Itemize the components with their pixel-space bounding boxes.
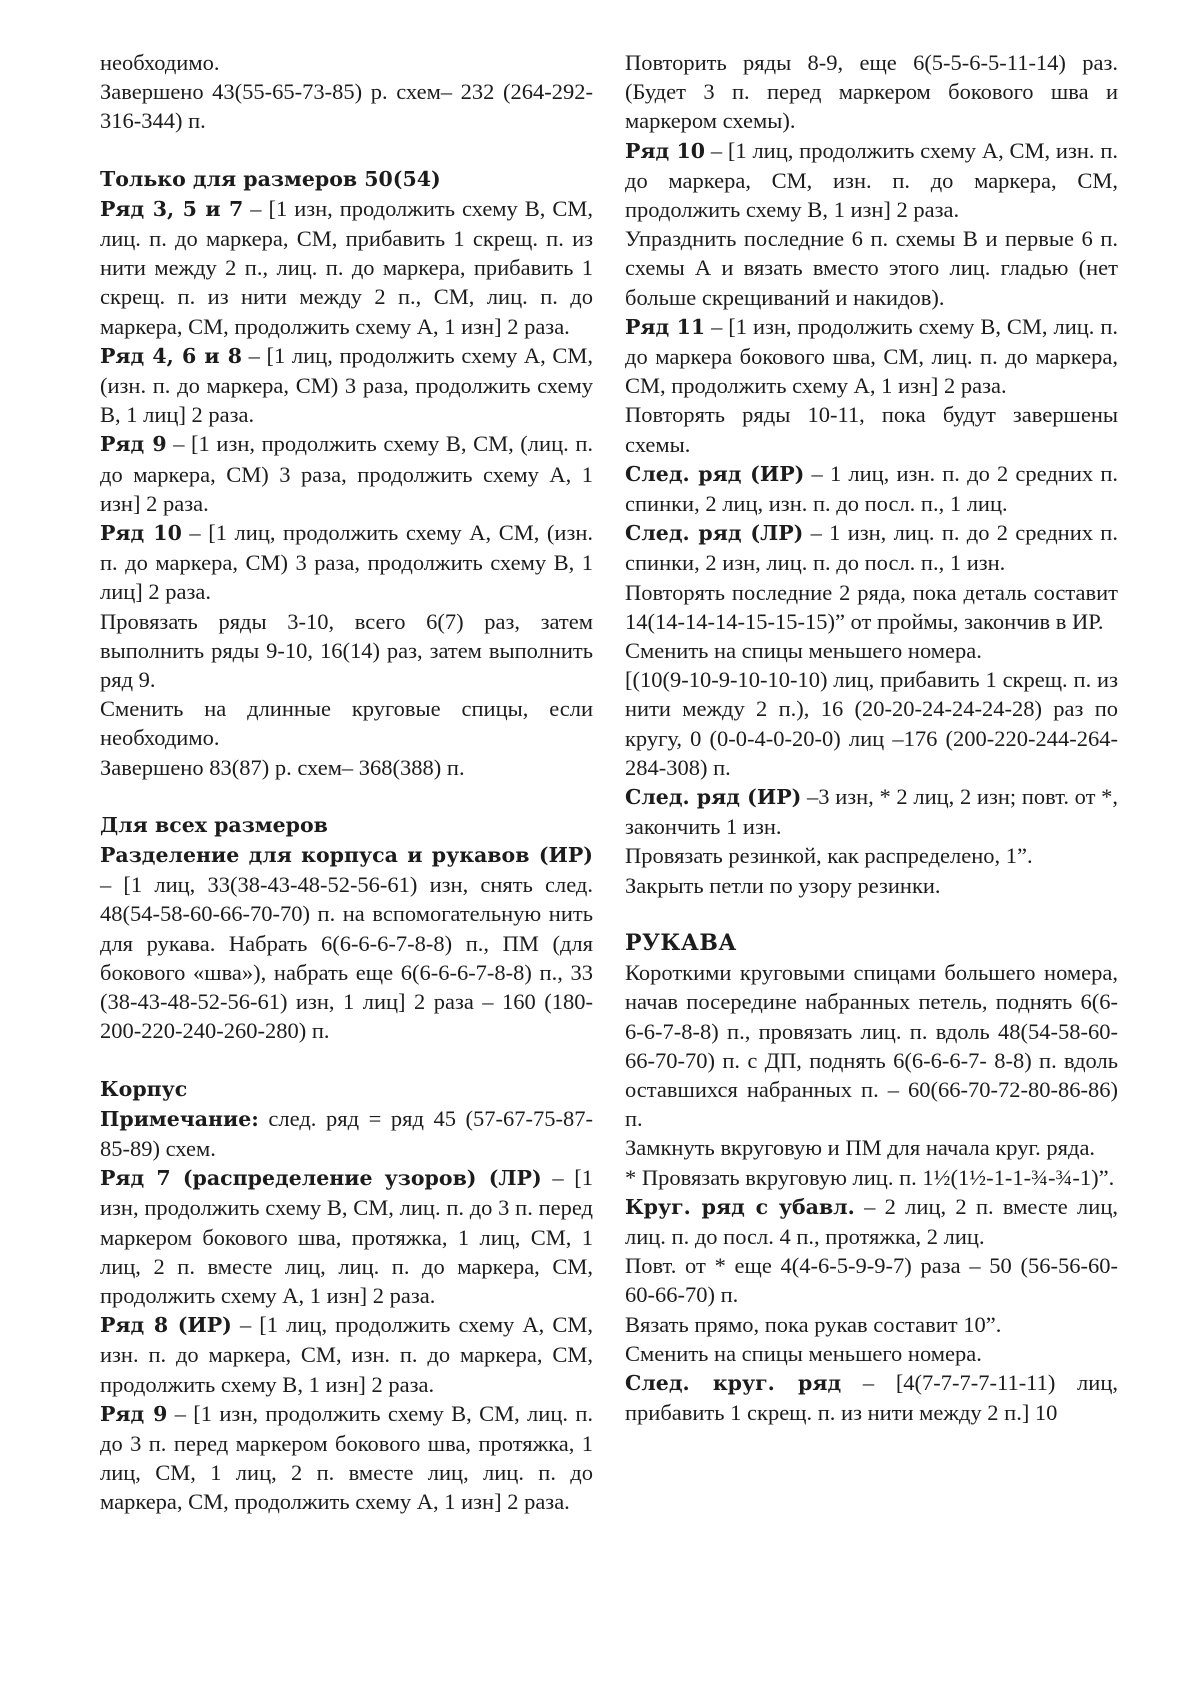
text-run: – [1 изн, продолжить схему В, СМ, лиц. п. до 3 п. перед маркером бокового шва, протяжка, 1 лиц, СМ, 1 лиц, 2 п. вместе лиц, лиц. п. до маркера, СМ, продолжить схему А, 1 изн] 2 раза. (100, 1400, 593, 1515)
paragraph (625, 400, 1118, 458)
text-run: Короткими круговыми спицами большего номера, начав посередине набранных петель, поднять 6(6-6-6-7-8-8) п., провязать лиц. п. вдоль 48(54-58-60-66-70-70) п. с ДП, поднять 6(6-6-6-7- 8-8) п. вдоль оставшихся набранных п. – 60(66-70-72-80-86-86) п. (625, 960, 1118, 1132)
bold-label: Круг. ряд с убавл. (625, 1194, 855, 1219)
text-run: Сменить на спицы меньшего номера. (625, 1340, 982, 1366)
paragraph (625, 1310, 1118, 1339)
paragraph (100, 1310, 593, 1399)
paragraph (625, 224, 1118, 312)
section-spacer (625, 900, 1118, 929)
bold-label: Ряд 9 (100, 432, 167, 457)
paragraph (625, 1133, 1118, 1162)
bold-label: Ряд 8 (ИР) (100, 1313, 232, 1338)
paragraph (100, 48, 593, 77)
section-spacer (100, 136, 593, 165)
bold-label: След. ряд (ИР) (625, 461, 805, 486)
paragraph (100, 1163, 593, 1310)
text-run: Повт. от * еще 4(4-6-5-9-9-7) раза – 50 (56-56-60-60-66-70) п. (625, 1253, 1118, 1308)
bold-label: Разделение для корпуса и рукавов (ИР) (100, 843, 593, 868)
right-column (625, 48, 1118, 1427)
text-run: – [1 лиц, продолжить схему А, СМ, изн. п. до маркера, СМ, изн. п. до маркера, СМ, продолжить схему В, 1 изн] 2 раза. (625, 137, 1118, 223)
bold-label: Ряд 3, 5 и 7 (100, 196, 244, 221)
paragraph (100, 607, 593, 695)
paragraph (625, 1339, 1118, 1368)
text-run: – [1 лиц, продолжить схему А, СМ, (изн. п. до маркера, СМ) 3 раза, продолжить схему В, 1 лиц] 2 раза. (100, 342, 593, 428)
paragraph (100, 77, 593, 135)
bold-label: Примечание: (100, 1106, 259, 1131)
paragraph (100, 194, 593, 341)
text-run: –3 изн, * 2 лиц, 2 изн; повт. от *, закончить 1 изн. (625, 784, 1118, 840)
text-run: необходимо. (100, 50, 220, 75)
paragraph (100, 518, 593, 607)
text-run: Провязать резинкой, как распределено, 1”. (625, 843, 1033, 869)
text-run: Замкнуть вкруговую и ПМ для начала круг. ряда. (625, 1135, 1096, 1161)
text-run: – [1 лиц, продолжить схему А, СМ, (изн. п. до маркера, СМ) 3 раза, продолжить схему В, 1 лиц] 2 раза. (100, 520, 593, 605)
paragraph (625, 871, 1118, 900)
paragraph (100, 1399, 593, 1517)
bold-label: Ряд 4, 6 и 8 (100, 343, 242, 368)
text-run: Упразднить последние 6 п. схемы В и первые 6 п. схемы А и вязать вместо этого лиц. гладью (нет больше скрещиваний и накидов). (625, 226, 1118, 310)
text-run: Сменить на длинные круговые спицы, если необходимо. (100, 696, 593, 751)
section-heading: Только для размеров 50(54) (100, 166, 441, 191)
text-run: Провязать ряды 3-10, всего 6(7) раз, затем выполнить ряды 9-10, 16(14) раз, затем выполнить ряд 9. (100, 608, 593, 693)
paragraph (625, 136, 1118, 225)
section-heading: РУКАВА (625, 929, 737, 956)
section-spacer (100, 782, 593, 811)
paragraph (625, 782, 1118, 841)
paragraph (625, 578, 1118, 636)
paragraph (625, 312, 1118, 401)
paragraph (625, 636, 1118, 665)
text-run: Завершено 83(87) р. схем– 368(388) п. (100, 754, 465, 780)
text-run: – [1 изн, продолжить схему В, СМ, лиц. п. до 3 п. перед маркером бокового шва, протяжка, 1 лиц, СМ, 1 лиц, 2 п. вместе лиц, лиц. п. до маркера, СМ, продолжить схему А, 1 изн] 2 раза. (100, 1165, 593, 1308)
paragraph (625, 459, 1118, 518)
left-column (100, 48, 593, 1517)
bold-label: Ряд 10 (100, 521, 182, 546)
paragraph (100, 753, 593, 782)
bold-label: Ряд 10 (625, 138, 706, 163)
text-run: * Провязать вкруговую лиц. п. 1½(1½-1-1-¾-¾-1)”. (625, 1164, 1115, 1190)
text-run: [(10(9-10-9-10-10-10) лиц, прибавить 1 скрещ. п. из нити между 2 п.), 16 (20-20-24-24-24-28) раз по кругу, 0 (0-0-4-0-20-0) лиц –176 (200-220-244-264-284-308) п. (625, 667, 1118, 780)
text-run: – [1 лиц, продолжить схему А, СМ, изн. п. до маркера, СМ, изн. п. до маркера, СМ, продолжить схему В, 1 изн] 2 раза. (100, 1312, 593, 1397)
text-run: – [1 изн, продолжить схему В, СМ, (лиц. п. до маркера, СМ) 3 раза, продолжить схему А, 1 изн] 2 раза. (100, 431, 594, 516)
paragraph (625, 665, 1118, 782)
paragraph (625, 1251, 1118, 1309)
paragraph (100, 429, 593, 518)
bold-label: Ряд 9 (100, 1401, 168, 1426)
text-run: – [1 лиц, 33(38-43-48-52-56-61) изн, снять след. 48(54-58-60-66-70-70) п. на вспомогательную нить для рукава. Набрать 6(6-6-6-7-8-8) п., ПМ (для бокового «шва»), набрать еще 6(6-6-6-7-8-8) п., 33 (38-43-48-52-56-61) изн, 1 лиц] 2 раза – 160 (180-200-220-240-260-280) п. (100, 872, 593, 1044)
section-heading: Для всех размеров (100, 812, 328, 837)
text-run: – [1 изн, продолжить схему В, СМ, лиц. п. до маркера бокового шва, СМ, лиц. п. до маркера, СМ, продолжить схему А, 1 изн] 2 раза. (625, 313, 1118, 399)
paragraph (625, 1163, 1118, 1192)
text-run: след. ряд = ряд 45 (57-67-75-87-85-89) схем. (100, 1105, 593, 1161)
paragraph (100, 1104, 593, 1163)
paragraph (100, 694, 593, 752)
text-run: Сменить на спицы меньшего номера. (625, 638, 982, 664)
text-run: – 1 лиц, изн. п. до 2 средних п. спинки, 2 лиц, изн. п. до посл. п., 1 лиц. (625, 460, 1118, 517)
bold-label: След. ряд (ИР) (625, 785, 802, 810)
paragraph (625, 958, 1118, 1133)
paragraph (100, 840, 593, 1045)
paragraph (625, 518, 1118, 577)
paragraph (625, 48, 1118, 136)
text-run: Повторить ряды 8-9, еще 6(5-5-6-5-11-14) раз. (Будет 3 п. перед маркером бокового шва и маркером схемы). (625, 50, 1118, 134)
bold-label: Ряд 11 (625, 314, 706, 339)
text-run: – 2 лиц, 2 п. вместе лиц, лиц. п. до посл. 4 п., протяжка, 2 лиц. (625, 1193, 1118, 1249)
text-run: – 1 изн, лиц. п. до 2 средних п. спинки, 2 изн, лиц. п. до посл. п., 1 изн. (625, 520, 1118, 576)
bold-label: След. круг. ряд (625, 1370, 842, 1395)
bold-label: След. ряд (ЛР) (625, 521, 804, 546)
bold-label: Ряд 7 (распределение узоров) (ЛР) (100, 1166, 542, 1191)
text-run: Повторять последние 2 ряда, пока деталь составит 14(14-14-14-15-15-15)” от проймы, закончив в ИР. (625, 579, 1118, 634)
text-run: – [1 изн, продолжить схему В, СМ, лиц. п. до маркера, СМ, прибавить 1 скрещ. п. из нити между 2 п., лиц. п. до маркера, прибавить 1 скрещ. п. из нити между 2 п., СМ, лиц. п. до маркера, СМ, продолжить схему А, 1 изн] 2 раза. (100, 195, 594, 339)
section-heading: Корпус (100, 1076, 188, 1101)
section-spacer (100, 1046, 593, 1075)
paragraph (625, 841, 1118, 870)
text-run: Вязать прямо, пока рукав составит 10”. (625, 1311, 1002, 1337)
paragraph (100, 341, 593, 430)
text-run: – [4(7-7-7-7-11-11) лиц, прибавить 1 скрещ. п. из нити между 2 п.] 10 (625, 1369, 1118, 1426)
text-run: Закрыть петли по узору резинки. (625, 872, 941, 898)
text-run: Завершено 43(55-65-73-85) р. схем– 232 (264-292-316-344) п. (100, 79, 593, 134)
paragraph (625, 1192, 1118, 1251)
paragraph (625, 1368, 1118, 1427)
text-run: Повторять ряды 10-11, пока будут завершены схемы. (625, 402, 1118, 457)
